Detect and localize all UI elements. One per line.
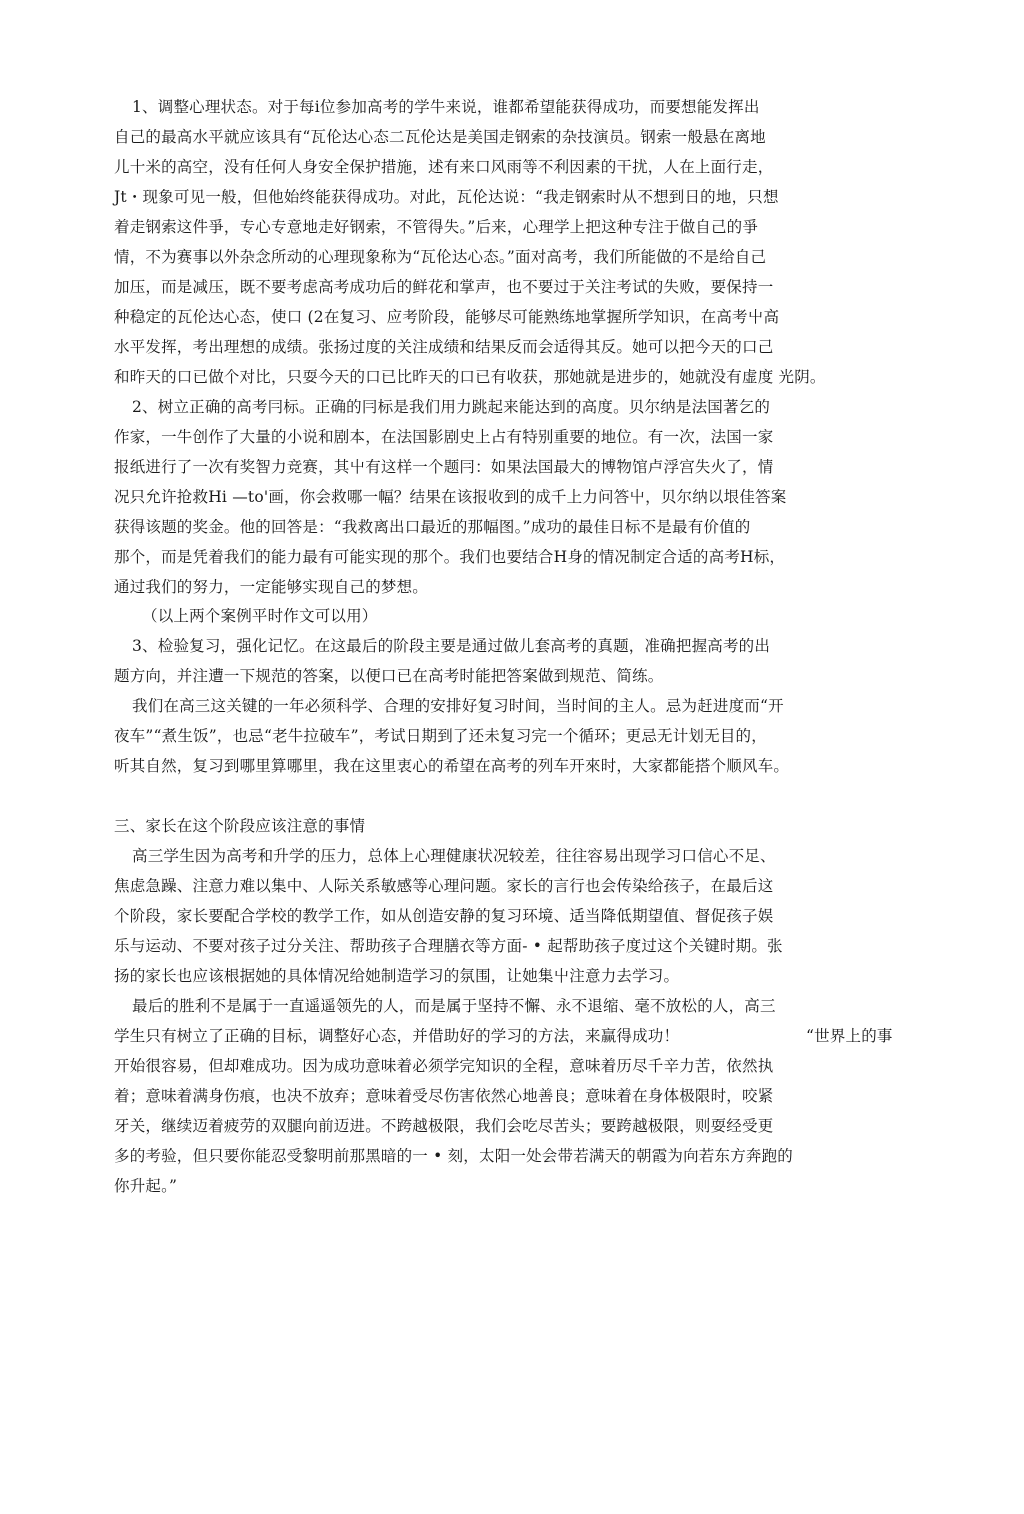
paragraph-line: 焦虑急躁、注意力难以集中、人际关系敏感等心理问题。家长的言行也会传染给孩子，在最后这 [114, 877, 774, 895]
paragraph-line: 我们在高三这关键的一年必须科学、合理的安排好复习时间，当时间的主人。忌为赶进度而“开 [132, 697, 784, 715]
section-heading: 三、家长在这个阶段应该注意的事情 [114, 817, 366, 835]
paragraph-line: 着走钢索这件爭，专心专意地走好钢索，不管得失。”后来，心理学上把这种专注于做自己的爭 [114, 218, 759, 236]
paragraph-line: 乐与运动、不要对孩子过分关注、帮助孩子合理膳衣等方面- • 起帮助孩子度过这个关键时期。张 [114, 937, 783, 955]
paragraph-line: 高三学生因为高考和升学的压力，总体上心理健康状况较差，往往容易出现学习口信心不足、 [132, 847, 776, 865]
paragraph-line: 2、树立正确的高考冃标。正确的冃标是我们用力跳起来能达到的高度。贝尔纳是法国著乞的 [132, 398, 771, 416]
paragraph-line: 牙关，继续迈着疲劳的双腿向前迈进。不跨越极限，我们会吃尽苦头；要跨越极限，则耍经受更 [114, 1117, 774, 1135]
paragraph-line: 那个，而是凭着我们的能力最有可能实现的那个。我们也要结合H身的情况制定合适的高考H标， [114, 548, 786, 566]
note-line: （以上两个案例平时作文可以用） [142, 607, 378, 625]
paragraph-line: 你升起。” [114, 1177, 178, 1195]
paragraph-line: 种稳定的瓦伦达心态，使口 (2在复习、应考阶段，能够尽可能熟练地掌握所学知识，在高考屮高 [114, 308, 780, 326]
paragraph-line: 况只允许抢救Hi —to'画，你会救哪一幅？结果在该报收到的成千上力问答屮，贝尔纳以垠佳答案 [114, 488, 787, 506]
paragraph-line: 情，不为赛事以外杂念所动的心理现象称为“瓦伦达心态。”面对高考，我们所能做的不是给自己 [114, 248, 767, 266]
paragraph-line: 1、调整心理状态。对于每i位参加高考的学牛来说，谁都希望能获得成功，而要想能发挥出 [132, 98, 760, 116]
paragraph-line: 夜车”“煮生饭”，也忌“老牛拉破车”，考试日期到了还未复习完一个循环；更忌无计划无目的， [114, 727, 767, 745]
paragraph-line: 加压，而是减压，既不要考虑高考成功后的鲜花和掌声，也不要过于关注考试的失败，要保持一 [114, 278, 774, 296]
paragraph-line: 多的考验，但只要你能忍受黎明前那黑暗的一 • 刻，太阳一处会带若满天的朝霞为向若东方奔跑的 [114, 1147, 793, 1165]
paragraph-line: Jt・现象可见一般，但他始终能获得成功。对此，瓦伦达说：“我走钢索时从不想到日的地，只想 [114, 188, 779, 206]
paragraph-line: 着；意味着满身伤痕，也决不放弃；意味着受尽伤害依然心地善良；意味着在身体极限时，咬紧 [114, 1087, 774, 1105]
paragraph-line: 通过我们的努力，一定能够实现自己的梦想。 [114, 578, 429, 596]
paragraph-line: 最后的胜利不是属于一直遥遥领先的人，而是属于坚持不懈、永不退缩、毫不放松的人，高三 [132, 997, 776, 1015]
paragraph-line: 听其自然，复习到哪里算哪里，我在这里衷心的希望在高考的列车开來时，大家都能搭个顺风车。 [114, 757, 790, 775]
quote-start: “世界上的事 [806, 1027, 893, 1045]
paragraph-line: 水平发挥，考出理想的成绩。张扬过度的关注成绩和结果反而会适得其反。她可以把今天的口己 [114, 338, 774, 356]
paragraph-line: 题方向，并注遭一下规范的答案，以便口已在高考时能把答案做到规范、简练。 [114, 667, 664, 685]
paragraph-line: 个阶段，家长要配合学校的教学工作，如从创造安静的复习环境、适当降低期望值、督促孩子娱 [114, 907, 774, 925]
paragraph-line: 自己的最高水平就应该具有“瓦伦达心态二瓦伦达是美国走钢索的杂技演员。钢索一般悬在离地 [114, 128, 766, 146]
paragraph-line: 儿十米的高空，没有任何人身安全保护措施，述有来口风雨等不利因素的干扰，人在上面行走， [114, 158, 774, 176]
paragraph-line: 获得该题的奖金。他的回答是：“我救离出口最近的那幅图。”成功的最佳日标不是最有价值的 [114, 518, 751, 536]
paragraph-line: 作家，一牛创作了大量的小说和剧本，在法国影剧史上占有特别重要的地位。有一次，法国一家 [114, 428, 774, 446]
paragraph-line: 开始很容易，但却难成功。因为成功意味着必须学完知识的全程，意味着历尽千辛力苦，依然执 [114, 1057, 774, 1075]
paragraph-line: 和昨天的口已做个对比，只耍今天的口已比昨天的口已有收获，那她就是进步的，她就没有虚度 光阴。 [114, 368, 826, 386]
paragraph-line: 报纸进行了一次有奖智力竞赛，其屮有这样一个题冃：如果法国最大的博物馆卢浮宫失火了，情 [114, 458, 774, 476]
paragraph-line: 3、检验复习，强化记忆。在这最后的阶段主要是通过做儿套高考的真题，准确把握高考的出 [132, 637, 771, 655]
paragraph-line: 学生只有树立了正确的目标，调整好心态，并借助好的学习的方法，来赢得成功！ [114, 1027, 680, 1045]
paragraph-line: 扬的家长也应该根据她的具体情况给她制造学习的氛围，让她集屮注意力去学习。 [114, 967, 680, 985]
